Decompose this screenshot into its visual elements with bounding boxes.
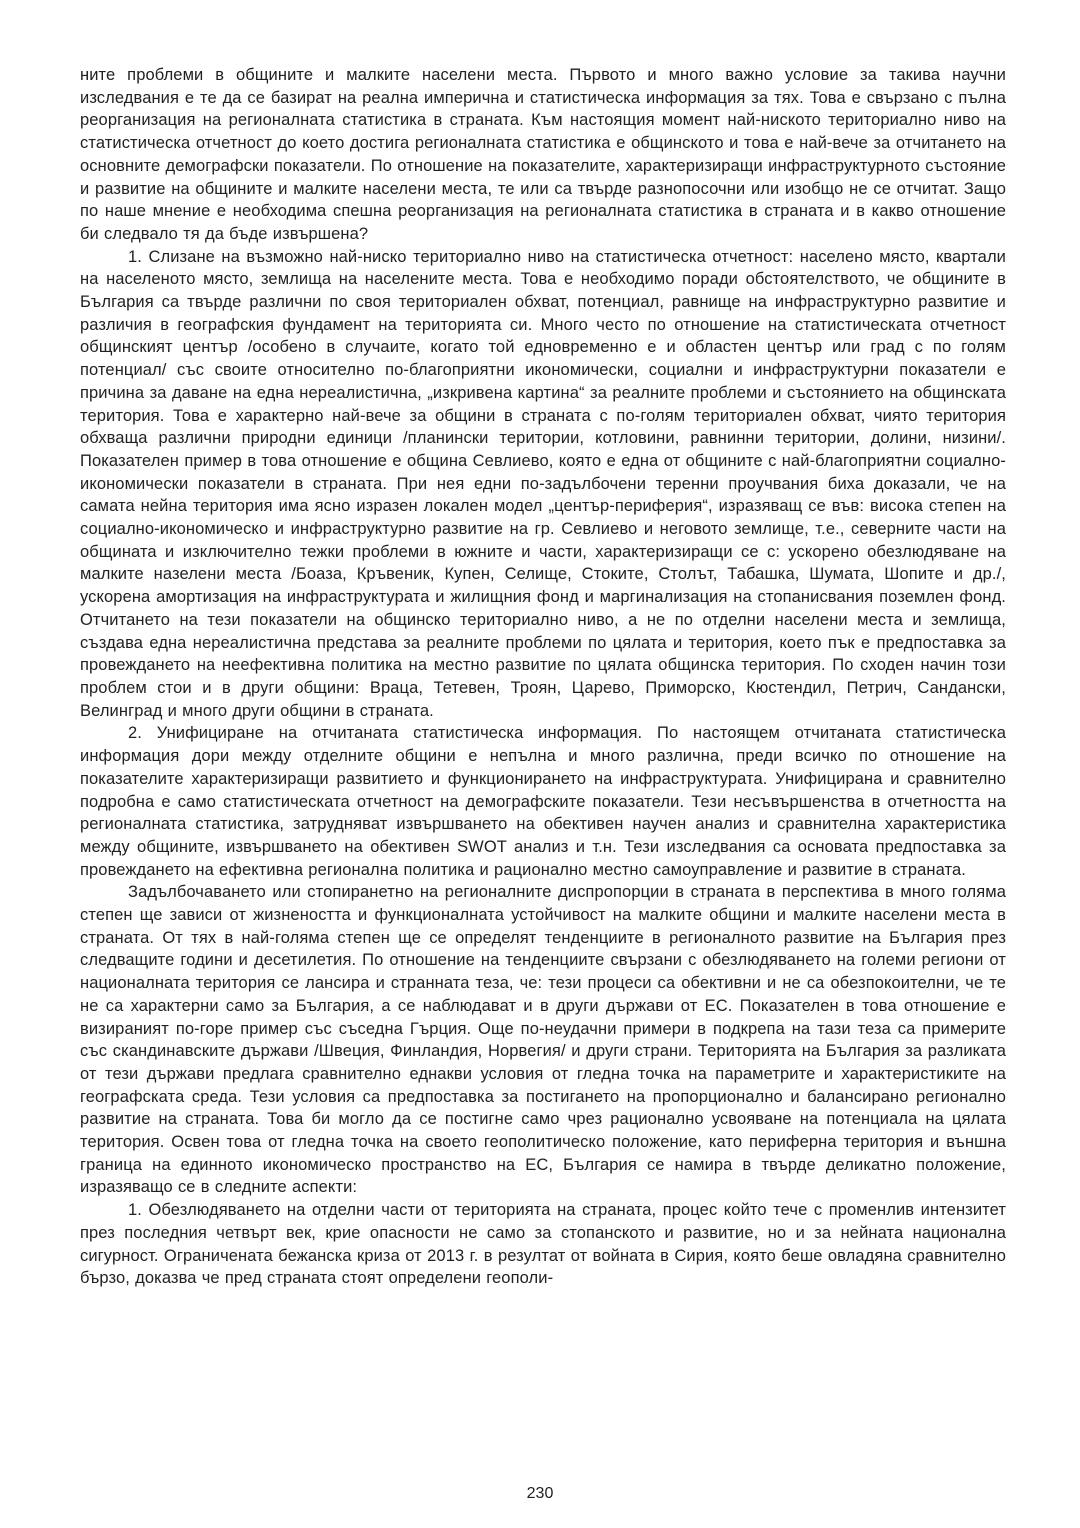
paragraph-point-1: 1. Слизане на възможно най-ниско териториално ниво на статистическа отчетност: населено място, квартали на населеното място, землища на населените места. Това е необходимо поради обстоятелството, че общините в България са твърде различни по своя териториален обхват, потенциал, равнище на инфраструктурно развитие и различия в географския фундамент на територията си. Много често по отношение на статистическата отчетност общинският център /особено в случаите, когато той едновременно е и областен център или град с по голям потенциал/ със своите относително по-благоприятни икономически, социални и инфраструктурни показатели е причина за даване на една нереалистична, „изкривена картина“ за реалните проблеми и състоянието на общинската територия. Това е характерно най-вече за общини в страната с по-голям териториален обхват, чиято територия обхваща различни природни единици /планински територии, котловини, равнинни територии, долини, низини/. Показателен пример в това отношение е община Севлиево, която е една от общините с най-благоприятни социално-икономически показатели в страната. При нея едни по-задълбочени теренни проучвания биха доказали, че на самата нейна територия има ясно изразен локален модел „център-периферия“, изразяващ се във: висока степен на социално-икономическо и инфраструктурно развитие на гр. Севлиево и неговото землище, т.е., северните части на общината и изключително тежки проблеми в южните и части, характеризиращи се с: ускорено обезлюдяване на малките назелени места /Боаза, Кръвеник, Купен, Селище, Стоките, Столът, Табашка, Шумата, Шопите и др./, ускорена амортизация на инфраструктурата и жилищния фонд и маргинализация на стопанисвания поземлен фонд. Отчитането на тези показатели на общинско териториално ниво, а не по отделни населени места и землища, създава една нереалистична представа за реалните проблеми по цялата и територия, което пък е предпоставка за провеждането на неефективна политика на местно развитие по цялата общинска територия. По сходен начин този проблем стои и в други общини: Враца, Тетевен, Троян, Царево, Приморско, Кюстендил, Петрич, Сандански, Велинград и много други общини в страната. — [80, 247, 1006, 720]
paragraph-aspect-1: 1. Обезлюдяването на отделни части от територията на страната, процес който тече с променлив интензитет през последния четвърт век, крие опасности не само за стопанското и развитие, но и за нейната национална сигурност. Ограничената бежанска криза от 2013 г. в резултат от войната в Сирия, която беше овладяна сравнително бързо, доказва че пред страната стоят определени геополи- — [80, 1201, 1006, 1288]
paragraph-continuation: ните проблеми в общините и малките населени места. Първото и много важно условие за такива научни изследвания е те да се базират на реална имперична и статистическа информация за тях. Това е свързано с пълна реорганизация на регионалната статистика в страната. Към настоящия момент най-ниското териториално ниво на статистическа отчетност до което достига регионалната статистика е общинското и това е най-вече за отчитането на основните демографски показатели. По отношение на показателите, характеризиращи инфраструктурното състояние и развитие на общините и малките населени места, те или са твърде разнопосочни или изобщо не се отчитат. Защо по наше мнение е необходима спешна реорганизация на регионалната статистика в страната и в какво отношение би следвало тя да бъде извършена? — [80, 66, 1006, 243]
page-number: 230 — [526, 1485, 554, 1502]
paragraph-outlook: Задълбочаването или стопиранетно на регионалните диспропорции в страната в перспектива в много голяма степен ще зависи от жизнеността и функционалната устойчивост на малките общини и малките населени места в страната. От тях в най-голяма степен ще се определят тенденциите в регионалното развитие на България през следващите години и десетилетия. По отношение на тенденциите свързани с обезлюдяването на големи региони от националната територия се лансира и странната теза, че: тези процеси са обективни и не са обезпокоителни, че те не са характерни само за България, а се наблюдават и в други държави от ЕС. Показателен в това отношение е визираният по-горе пример със съседна Гърция. Още по-неудачни примери в подкрепа на тази теза са примерите със скандинавските държави /Швеция, Финландия, Норвегия/ и други страни. Територията на България за разликата от тези държави предлага сравнително еднакви условия от гледна точка на параметрите и характеристиките на географската среда. Тези условия са предпоставка за постигането на пропорционално и балансирано регионално развитие на страната. Това би могло да се постигне само чрез рационално усвояване на потенциала на цялата територия. Освен това от гледна точка на своето геополитическо положение, като периферна територия и външна граница на единното икономическо пространство на ЕС, България се намира в твърде деликатно положение, изразяващо се в следните аспекти: — [80, 883, 1006, 1197]
paragraph-point-2: 2. Унифициране на отчитаната статистическа информация. По настоящем отчитаната статистическа информация дори между отделните общини е непълна и много различна, преди всичко по отношение на показателите характеризиращи развитието и функционирането на инфраструктурата. Унифицирана и сравнително подробна е само статистическата отчетност на демографските показатели. Тези несъвършенства в отчетността на регионалната статистика, затрудняват извършването на обективен научен анализ и сравнителна характеристика между общините, извършването на обективен SWOT анализ и т.н. Тези изследвания са основата предпоставка за провеждането на ефективна регионална политика и рационално местно самоуправление и развитие в страната. — [80, 724, 1006, 879]
body-text — [80, 64, 1006, 1290]
